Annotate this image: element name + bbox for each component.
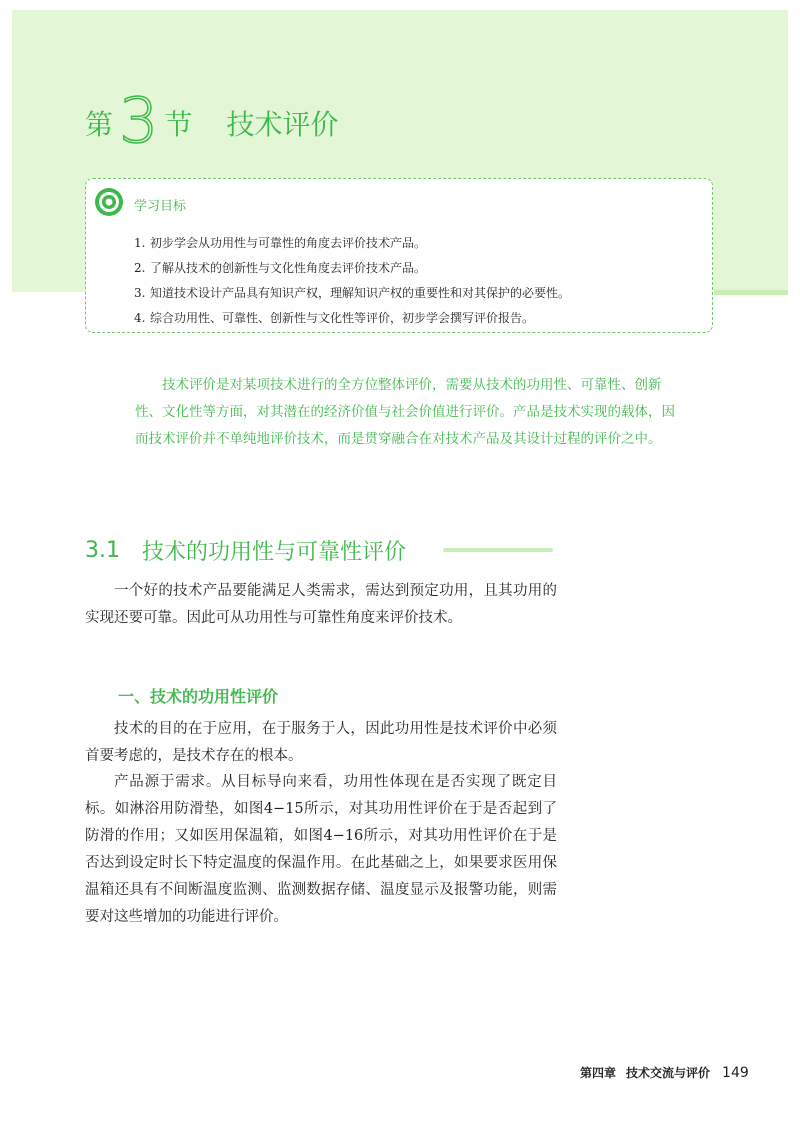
subsection-rule	[443, 548, 553, 552]
header-band-edge	[714, 290, 788, 295]
topic-heading: 一、技术的功用性评价	[118, 687, 279, 706]
learning-goals-list	[134, 231, 570, 331]
goal-number: 1.	[134, 236, 146, 250]
target-icon	[94, 187, 124, 221]
section-prefix: 第	[85, 108, 114, 141]
goal-text: 初步学会从功用性与可靠性的角度去评价技术产品。	[150, 236, 427, 250]
goal-item	[134, 281, 570, 306]
footer-chapter: 第四章	[580, 1066, 617, 1080]
learning-goals-label: 学习目标	[134, 198, 187, 214]
goal-text: 知道技术设计产品具有知识产权，理解知识产权的重要性和对其保护的必要性。	[150, 286, 571, 300]
page-number: 149	[722, 1064, 749, 1081]
goal-number: 2.	[134, 261, 146, 275]
subsection-title	[85, 535, 406, 566]
section-title	[85, 82, 339, 157]
section-number: 3	[119, 84, 159, 157]
goal-number: 3.	[134, 286, 146, 300]
goal-text: 综合功用性、可靠性、创新性与文化性等评价，初步学会撰写评价报告。	[150, 311, 535, 325]
subsection-title-text: 技术的功用性与可靠性评价	[142, 540, 407, 565]
goal-item	[134, 256, 570, 281]
section-suffix: 节	[164, 108, 193, 141]
learning-goals-box	[85, 178, 713, 333]
body-paragraph: 一个好的技术产品要能满足人类需求，需达到预定功用，且其功用的实现还要可靠。因此可从功用性与可靠性角度来评价技术。	[85, 583, 557, 626]
goal-item	[134, 306, 570, 331]
body-paragraph: 产品源于需求。从目标导向来看，功用性体现在是否实现了既定目标。如淋浴用防滑垫，如图4−15所示，对其功用性评价在于是否起到了防滑的作用；又如医用保温箱，如图4−16所示，对其功用性评价在于是否达到设定时长下特定温度的保温作用。在此基础之上，如果要求医用保温箱还具有不间断温度监测、监测数据存储、温度显示及报警功能，则需要对这些增加的功能进行评价。	[85, 774, 557, 925]
learning-goals-header	[94, 187, 186, 221]
page-footer	[580, 1064, 749, 1081]
intro-paragraph: 技术评价是对某项技术进行的全方位整体评价，需要从技术的功用性、可靠性、创新性、文化性等方面，对其潜在的经济价值与社会价值进行评价。产品是技术实现的载体，因而技术评价并不单纯地评价技术，而是贯穿融合在对技术产品及其设计过程的评价之中。	[135, 377, 675, 447]
goal-number: 4.	[134, 311, 146, 325]
footer-chapter-name: 技术交流与评价	[626, 1066, 711, 1080]
subsection-number: 3.1	[85, 538, 120, 563]
goal-item	[134, 231, 570, 256]
goal-text: 了解从技术的创新性与文化性角度去评价技术产品。	[150, 261, 427, 275]
body-paragraph: 技术的目的在于应用，在于服务于人，因此功用性是技术评价中必须首要考虑的，是技术存在的根本。	[85, 721, 557, 764]
section-title-text: 技术评价	[226, 108, 339, 141]
